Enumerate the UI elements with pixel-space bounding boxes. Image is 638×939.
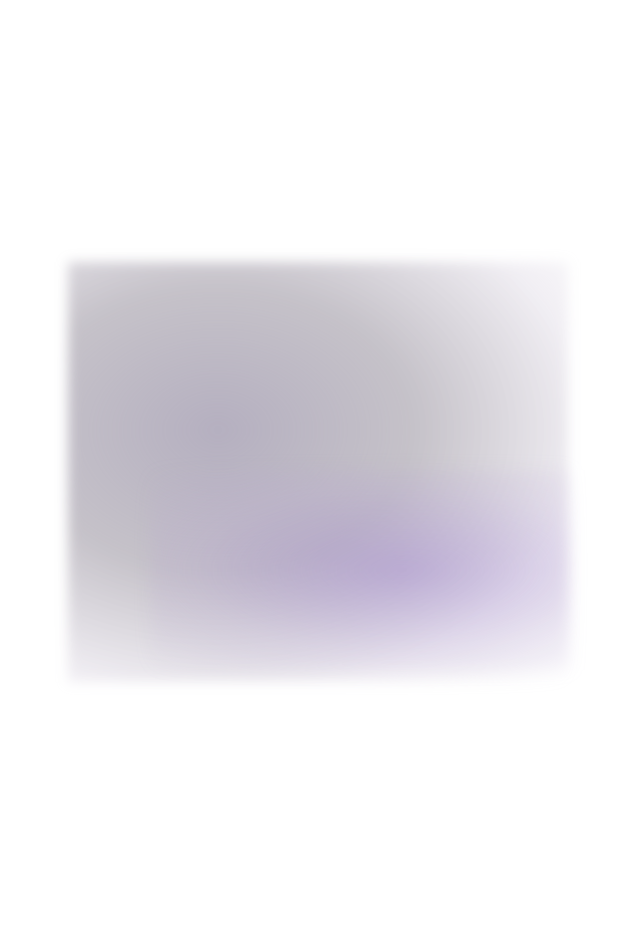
left-border-column — [6, 0, 50, 939]
bottom-border-row — [0, 879, 638, 923]
background-watermark-glow — [150, 470, 570, 670]
right-border-column — [592, 0, 636, 939]
top-border-row — [0, 16, 638, 60]
